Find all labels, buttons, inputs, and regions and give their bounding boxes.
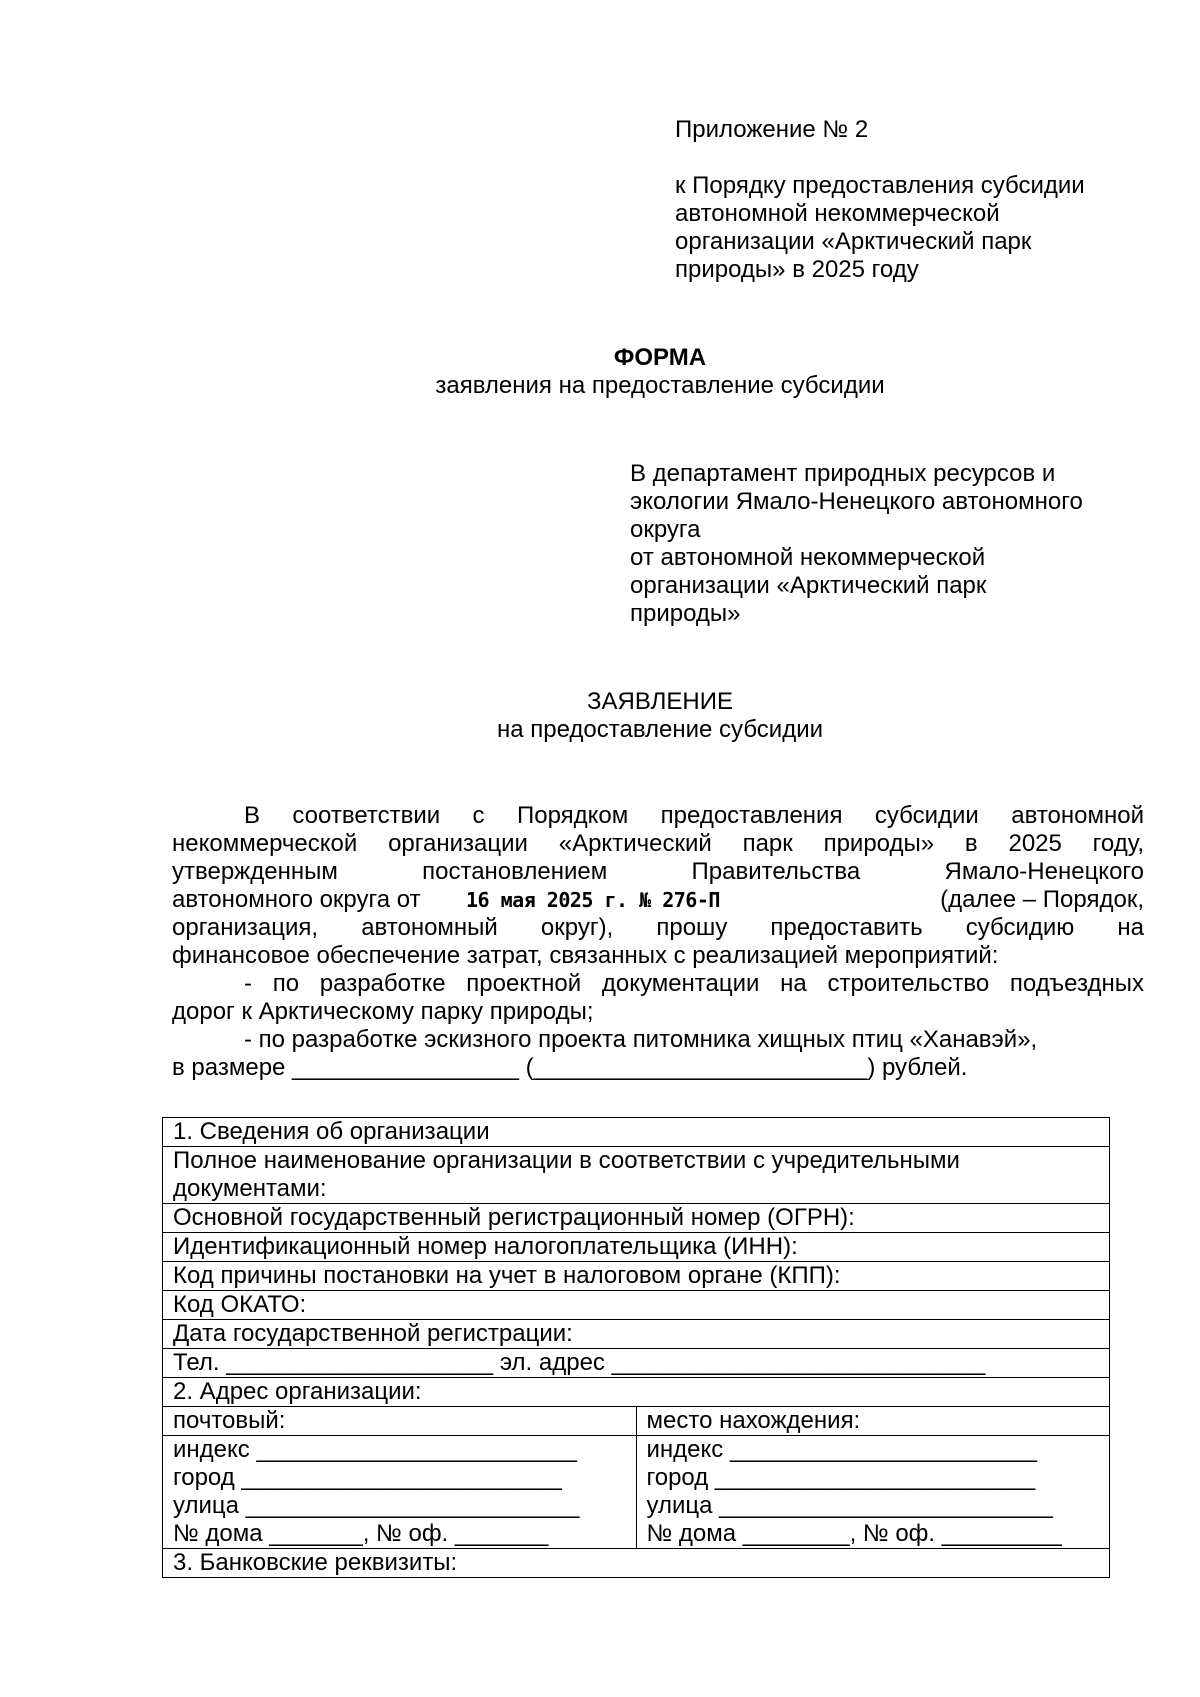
location-address-heading: место нахождения: <box>636 1407 1110 1436</box>
location-house-field: № дома ________, № оф. _________ <box>646 1520 1062 1547</box>
table-row <box>163 1378 1110 1407</box>
body-line-7: - по разработке проектной документации на строительство подъездных <box>244 970 1144 997</box>
table-row <box>163 1147 1110 1204</box>
body-line-9: - по разработке эскизного проекта питомника хищных птиц «Ханавэй», <box>244 1026 1038 1053</box>
registration-date-field: Дата государственной регистрации: <box>163 1320 1110 1349</box>
location-city-field: город ________________________ <box>646 1464 1036 1491</box>
body-line-6: финансовое обеспечение затрат, связанных с реализацией мероприятий: <box>172 942 999 969</box>
table-row <box>163 1291 1110 1320</box>
statement-title: ЗАЯВЛЕНИЕ <box>587 688 733 715</box>
postal-address-heading: почтовый: <box>163 1407 637 1436</box>
body-line-5: организация, автономный округ), прошу предоставить субсидию на <box>172 914 1144 941</box>
location-index-field: индекс _______________________ <box>646 1436 1037 1463</box>
postal-city-field: город ________________________ <box>173 1464 562 1491</box>
table-row <box>163 1118 1110 1147</box>
table-row <box>163 1407 1110 1436</box>
table-row <box>163 1320 1110 1349</box>
body-line-4-end: (далее – Порядок, <box>940 886 1144 913</box>
statement-subtitle: на предоставление субсидии <box>496 716 824 743</box>
addressee-line-3: округа <box>630 516 701 543</box>
postal-street-field: улица _________________________ <box>173 1492 580 1519</box>
section-3-heading: 3. Банковские реквизиты: <box>163 1549 1110 1578</box>
inn-field: Идентификационный номер налогоплательщика (ИНН): <box>163 1233 1110 1262</box>
table-row <box>163 1204 1110 1233</box>
appendix-line-4: природы» в 2025 году <box>675 256 919 283</box>
organization-info-table <box>162 1117 1110 1578</box>
section-2-heading: 2. Адрес организации: <box>163 1378 1110 1407</box>
body-line-8: дорог к Арктическому парку природы; <box>172 998 594 1025</box>
addressee-line-2: экологии Ямало-Ненецкого автономного <box>630 488 1083 515</box>
table-row <box>163 1349 1110 1378</box>
registration-stamp: 16 мая 2025 г. № 276-П <box>466 888 720 912</box>
appendix-line-3: организации «Арктический парк <box>675 228 1032 255</box>
appendix-line-2: автономной некоммерческой <box>675 200 1000 227</box>
table-row <box>163 1233 1110 1262</box>
addressee-line-1: В департамент природных ресурсов и <box>630 460 1056 487</box>
table-row <box>163 1262 1110 1291</box>
form-subtitle: заявления на предоставление субсидии <box>435 372 885 399</box>
contacts-field: Тел. ____________________ эл. адрес ____________________________ <box>163 1349 1110 1378</box>
table-row <box>163 1549 1110 1578</box>
addressee-line-4: от автономной некоммерческой <box>630 544 986 571</box>
kpp-field: Код причины постановки на учет в налоговом органе (КПП): <box>163 1262 1110 1291</box>
okato-field: Код ОКАТО: <box>163 1291 1110 1320</box>
form-title: ФОРМА <box>613 344 707 371</box>
body-line-10: в размере _________________ (_________________________) рублей. <box>172 1054 968 1081</box>
postal-index-field: индекс ________________________ <box>173 1436 577 1463</box>
postal-house-field: № дома _______, № оф. _______ <box>173 1520 549 1547</box>
ogrn-field: Основной государственный регистрационный номер (ОГРН): <box>163 1204 1110 1233</box>
addressee-line-6: природы» <box>630 600 741 627</box>
body-line-4-start: автономного округа от <box>172 886 421 913</box>
location-address-block <box>636 1436 1110 1549</box>
addressee-line-5: организации «Арктический парк <box>630 572 987 599</box>
postal-address-block <box>163 1436 637 1549</box>
body-line-2: некоммерческой организации «Арктический парк природы» в 2025 году, <box>172 830 1144 857</box>
section-1-heading: 1. Сведения об организации <box>163 1118 1110 1147</box>
body-line-3: утвержденным постановлением Правительства Ямало-Ненецкого <box>172 858 1144 885</box>
appendix-line-1: к Порядку предоставления субсидии <box>675 172 1085 199</box>
location-street-field: улица _________________________ <box>646 1492 1053 1519</box>
appendix-number: Приложение № 2 <box>675 116 869 143</box>
table-row <box>163 1436 1110 1549</box>
body-line-1: В соответствии с Порядком предоставления субсидии автономной <box>244 802 1144 829</box>
full-name-field: Полное наименование организации в соответствии с учредительными документами: <box>163 1147 1110 1204</box>
